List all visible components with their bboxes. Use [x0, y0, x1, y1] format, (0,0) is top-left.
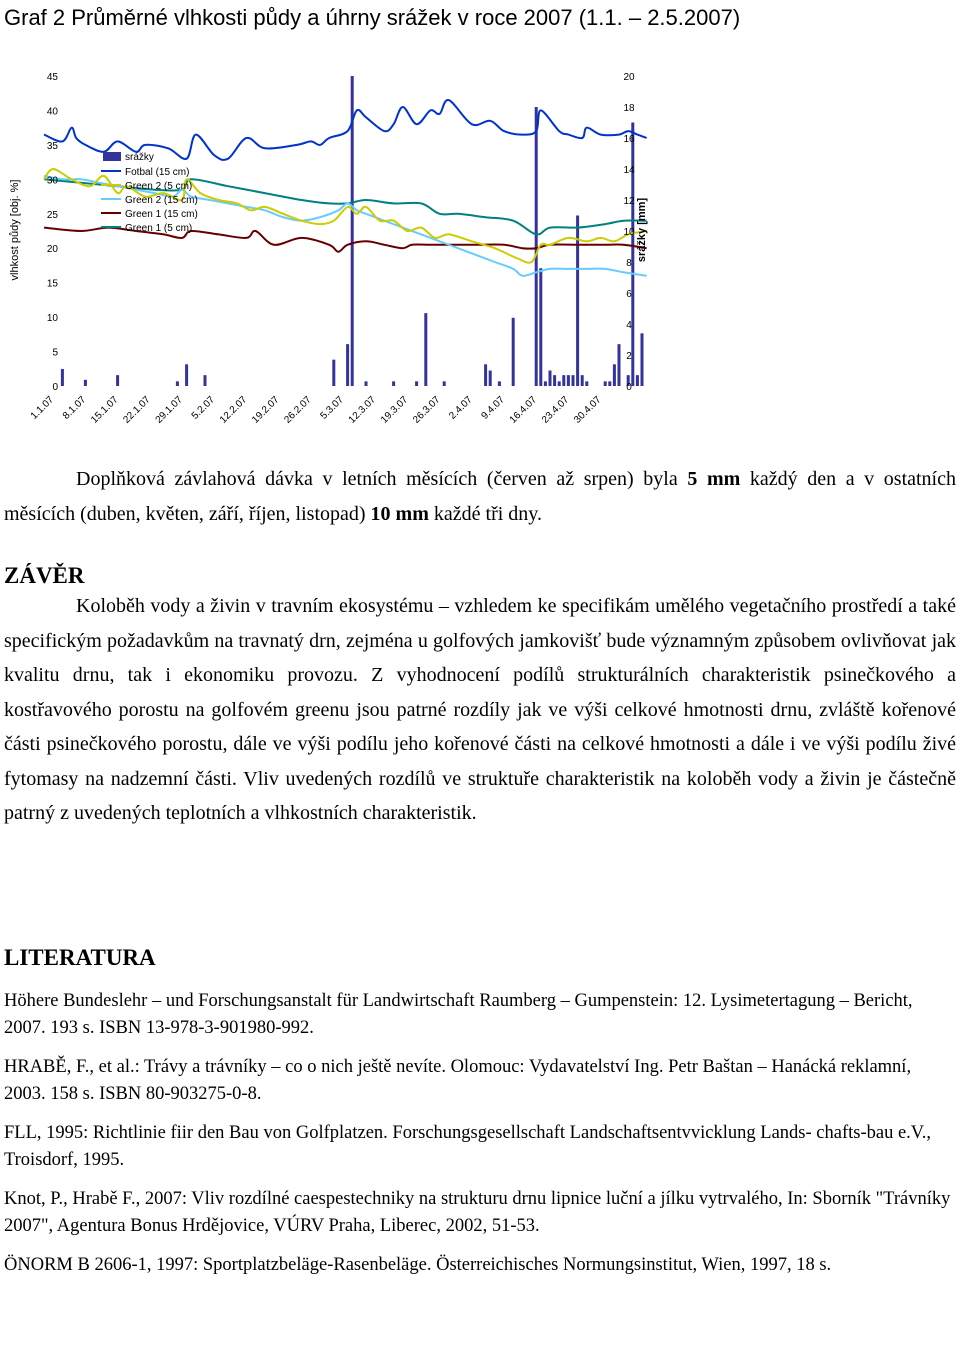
x-tick-label: 16.4.07 [507, 394, 540, 426]
x-tick-label: 8.1.07 [60, 394, 89, 422]
y-left-tick-label: 0 [52, 382, 58, 393]
heading-zaver: ZÁVĚR [4, 563, 85, 588]
precip-bar [498, 381, 501, 386]
precip-bar [61, 369, 64, 386]
y-right-tick-label: 8 [626, 258, 632, 269]
legend-label: Green 2 (15 cm) [125, 195, 198, 206]
precip-bar [618, 344, 621, 386]
y-right-tick-label: 16 [623, 134, 635, 145]
reference-item: Höhere Bundeslehr – und Forschungsanstalt für Landwirtschaft Raumberg – Gumpenstein: 12. Lysimetertagung – Bericht, 2007. 193 s. ISBN 13-978-3-901980-992. [4, 991, 913, 1038]
precip-bar [604, 381, 607, 386]
precip-bar [613, 364, 616, 386]
precip-bar [365, 381, 368, 386]
y-right-tick-label: 10 [623, 227, 635, 238]
y-left-tick-label: 10 [46, 313, 58, 325]
legend-label: Green 2 (5 cm) [125, 181, 193, 192]
precip-bar [424, 313, 427, 386]
y-right-tick-label: 14 [623, 165, 635, 176]
x-tick-label: 29.1.07 [153, 394, 185, 426]
precip-bar [185, 364, 188, 386]
precip-bar [608, 381, 611, 386]
reference-item: FLL, 1995: Richtlinie fiir den Bau von Golfplatzen. Forschungsgesellschaft Landschaftsentvvicklung Lands- chafts-bau e.V., Troisdorf, 1995. [4, 1123, 932, 1170]
precip-bar [443, 381, 446, 386]
precip-bar [346, 344, 349, 386]
y-right-tick-label: 18 [623, 103, 635, 114]
precip-bar [484, 364, 487, 386]
x-tick-label: 5.2.07 [189, 394, 218, 422]
precip-bar [84, 380, 87, 386]
precip-bar [572, 375, 575, 386]
conclusion-text: Koloběh vody a živin v travním ekosystému – vzhledem ke specifikám umělého vegetačního prostředí a také specifickým požadavkům na travnatý drn, zejména u golfových jamkovišť bude významným způsobem ovlivňovat jak kvalitu drnu, tak i ekonomiku provozu. Z vyhodnocení podílů strukturálních charakteristik psinečkového a kostřavového porostu na golfovém greenu jsou patrné rozdíly jak ve výši celkové hmotnosti drnu, zvláště kořenové části psinečkového porostu, dále ve výši podílu jeho kořenové části na celkové hmotnosti a dále i ve výši podílu živé fytomasy na nadzemní části. Vliv uvedených rozdílů ve struktuře charakteristik na koloběh vody a živin je částečně patrný z uvedených teplotních a vlhkostních charakteristik. [4, 595, 956, 824]
x-tick-label: 19.3.07 [378, 394, 411, 426]
legend-label: Fotbal (15 cm) [125, 167, 190, 178]
y-left-tick-label: 30 [46, 175, 58, 187]
x-tick-label: 26.3.07 [411, 394, 443, 426]
x-tick-label: 23.4.07 [539, 394, 572, 426]
reference-list [4, 988, 956, 1279]
precip-bar [489, 371, 492, 387]
x-tick-label: 19.2.07 [250, 394, 282, 426]
moisture-precipitation-chart [0, 56, 960, 456]
precip-bar [116, 375, 119, 386]
precip-bar [631, 123, 634, 387]
moisture-line [44, 100, 647, 160]
legend-label: srážky [125, 152, 154, 163]
reference-item: Knot, P., Hrabě F., 2007: Vliv rozdílné caespestechniky na strukturu drnu lipnice luční a jílku vytrvalého, In: Sborník "Trávníky 2007", Agentura Bonus Hrdějovice, VÚRV Praha, Liberec, 2002, 51-53. [4, 1189, 951, 1236]
irrigation-paragraph [4, 462, 956, 531]
reference-item: ÖNORM B 2606-1, 1997: Sportplatzbeläge-Rasenbeläge. Österreichisches Normungsinstitut, Wien, 1997, 18 s. [4, 1255, 832, 1275]
precip-bar [636, 375, 639, 386]
conclusion-paragraph [4, 589, 956, 831]
x-tick-label: 12.2.07 [217, 394, 250, 426]
x-tick-label: 22.1.07 [121, 394, 153, 426]
heading-literatura: LITERATURA [4, 945, 156, 970]
x-tick-label: 30.4.07 [572, 394, 604, 426]
precip-bar [585, 381, 588, 386]
x-tick-label: 15.1.07 [89, 394, 121, 426]
y-right-tick-label: 6 [626, 289, 632, 300]
x-tick-label: 5.3.07 [318, 394, 346, 422]
legend-swatch-bar [103, 152, 121, 161]
y-right-tick-label: 0 [626, 382, 632, 393]
x-tick-label: 26.2.07 [282, 394, 314, 426]
irrigation-text-2: každý den a v ostatních měsících (duben, květen, září, říjen, listopad) [4, 468, 956, 525]
x-tick-label: 1.1.07 [28, 394, 57, 422]
precip-bar [641, 333, 644, 386]
irrigation-text-1: Doplňková závlahová dávka v letních měsících (červen až srpen) byla [76, 468, 688, 490]
precip-bar [176, 381, 179, 386]
y-left-tick-label: 25 [46, 209, 58, 221]
chart-title: Graf 2 Průměrné vlhkosti půdy a úhrny srážek v roce 2007 (1.1. – 2.5.2007) [4, 5, 741, 30]
precip-bar [581, 375, 584, 386]
irrigation-dose-summer: 5 mm [687, 468, 741, 490]
legend-label: Green 1 (5 cm) [125, 223, 193, 234]
x-tick-label: 12.3.07 [346, 394, 379, 426]
y-right-tick-label: 2 [626, 351, 632, 362]
precip-bar [553, 375, 556, 386]
precip-bar [562, 375, 565, 386]
y-axis-left-ticks [47, 72, 59, 393]
legend-label: Green 1 (15 cm) [125, 209, 198, 220]
precip-bar [512, 318, 515, 386]
precip-bar [567, 375, 570, 386]
precip-bar [332, 360, 335, 386]
precip-bar [204, 375, 207, 386]
x-tick-label: 2.4.07 [447, 394, 475, 422]
x-axis-tick-labels [29, 394, 604, 426]
precip-bar [535, 107, 538, 386]
irrigation-text-3: každé tři dny. [428, 502, 542, 525]
y-left-tick-label: 40 [46, 106, 58, 118]
y-right-tick-label: 4 [626, 320, 632, 331]
precip-bar [549, 371, 552, 387]
precip-bar [415, 381, 418, 386]
irrigation-dose-other: 10 mm [370, 502, 429, 525]
y-axis-right-label: srážky [mm] [636, 197, 648, 263]
y-left-tick-label: 5 [52, 347, 58, 359]
y-right-tick-label: 12 [623, 196, 635, 207]
precip-bar [576, 216, 579, 387]
x-tick-label: 9.4.07 [479, 394, 507, 422]
y-left-tick-label: 45 [46, 72, 58, 83]
precip-bar [539, 268, 542, 386]
y-axis-left-label: vlhkost půdy [obj. %] [9, 179, 21, 281]
precip-bar [558, 381, 561, 386]
precip-bar [392, 381, 395, 386]
y-left-tick-label: 20 [46, 244, 58, 256]
precip-bar [544, 381, 547, 386]
y-right-tick-label: 20 [623, 72, 635, 83]
y-left-tick-label: 35 [46, 140, 58, 152]
y-left-tick-label: 15 [46, 278, 58, 290]
reference-item: HRABĚ, F., et al.: Trávy a trávníky – co o nich ještě nevíte. Olomouc: Vydavatelství Ing. Petr Baštan – Hanácká reklamní, 2003. 158 s. ISBN 80-903275-0-8. [4, 1057, 912, 1104]
